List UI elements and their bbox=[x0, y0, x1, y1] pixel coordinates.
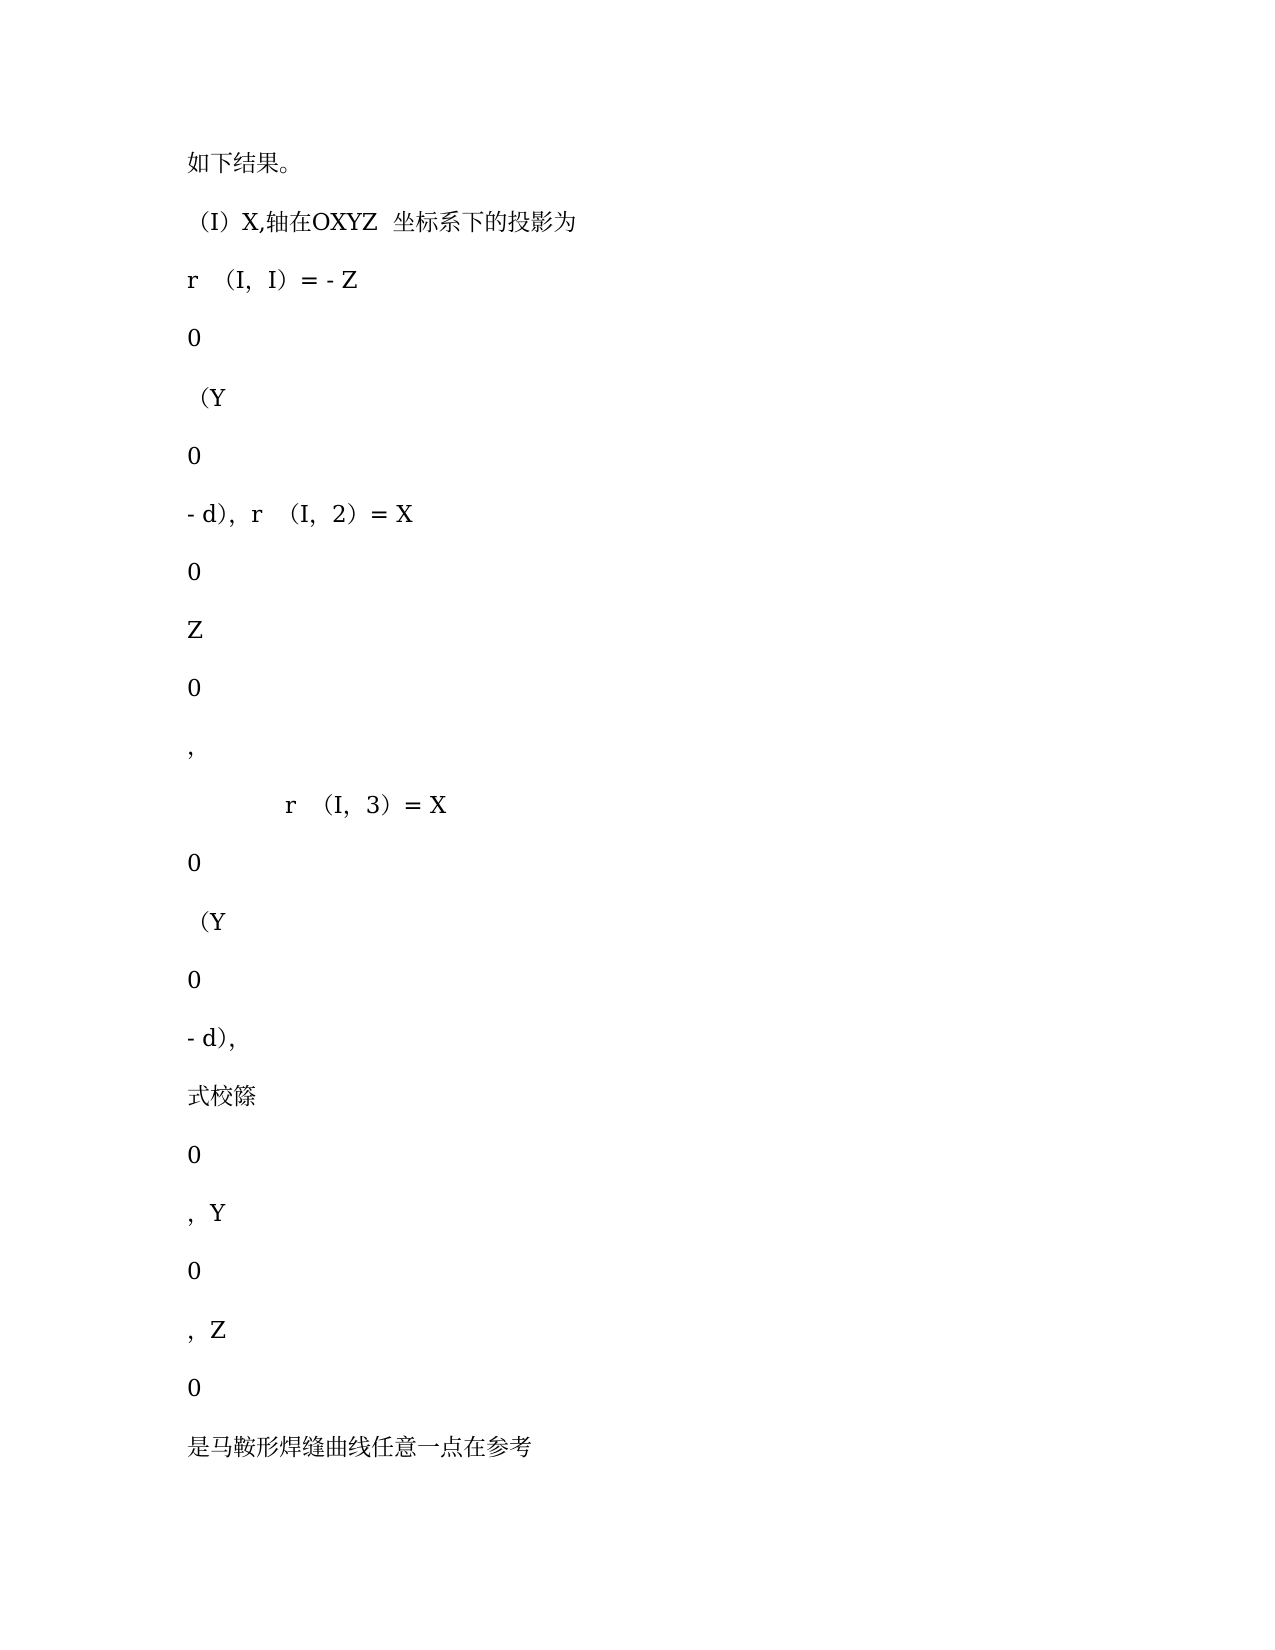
subscript-line: 0 bbox=[187, 1259, 202, 1285]
subscript-line: 0 bbox=[187, 560, 202, 586]
formula-line: r （I，I）= - Z bbox=[187, 268, 358, 294]
formula-line: Z bbox=[187, 618, 203, 644]
text-line: 是马鞍形焊缝曲线任意一点在参考 bbox=[187, 1435, 532, 1461]
subscript-line: 0 bbox=[187, 1143, 202, 1169]
formula-line: - d），r （I，2）= X bbox=[187, 502, 413, 528]
subscript-line: 0 bbox=[187, 444, 202, 470]
text-line: 如下结果。 bbox=[187, 151, 302, 177]
formula-line: - d）， bbox=[187, 1026, 252, 1052]
formula-line: （Y bbox=[187, 386, 226, 412]
formula-line: ，Z bbox=[187, 1318, 226, 1344]
subscript-line: 0 bbox=[187, 851, 202, 877]
text-line: （I）X,轴在OXYZ 坐标系下的投影为 bbox=[187, 210, 577, 236]
punctuation-line: ， bbox=[187, 734, 210, 760]
subscript-line: 0 bbox=[187, 968, 202, 994]
subscript-line: 0 bbox=[187, 676, 202, 702]
subscript-line: 0 bbox=[187, 326, 202, 352]
formula-line: r （I，3）= X bbox=[285, 793, 447, 819]
text-line: 式校篨 bbox=[187, 1084, 256, 1110]
subscript-line: 0 bbox=[187, 1376, 202, 1402]
formula-line: ，Y bbox=[187, 1201, 226, 1227]
formula-line: （Y bbox=[187, 910, 226, 936]
